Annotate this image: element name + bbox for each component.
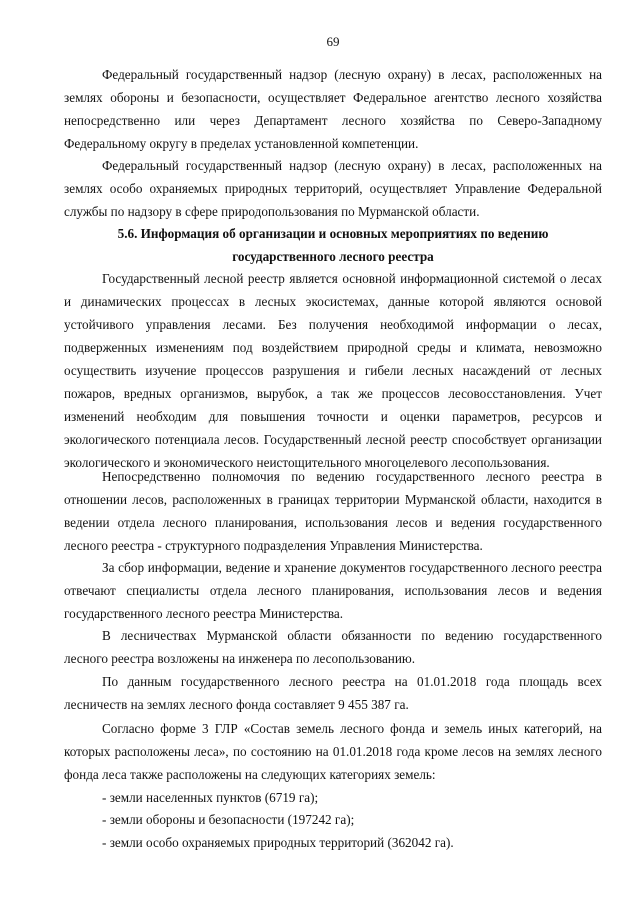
- list-item: - земли населенных пунктов (6719 га);: [102, 790, 319, 805]
- paragraph-register-specialists: За сбор информации, ведение и хранение документов государственного лесного реестра отвечают специалисты отдела лесного планирования, использования лесов и ведения государственного лесного реестра Министерства.: [64, 560, 602, 621]
- section-heading-line-1: 5.6. Информация об организации и основных мероприятиях по ведению: [117, 226, 549, 241]
- paragraph-forestry-engineer: В лесничествах Мурманской области обязанности по ведению государственного лесного реестра возложены на инженера по лесопользованию.: [64, 628, 602, 666]
- section-heading: [64, 222, 602, 268]
- paragraph-forest-area: По данным государственного лесного реестра на 01.01.2018 года площадь всех лесничеств на землях лесного фонда составляет 9 455 387 га.: [64, 674, 602, 712]
- list-item: - земли особо охраняемых природных территорий (362042 га).: [102, 835, 454, 850]
- section-heading-line-2: государственного лесного реестра: [232, 249, 434, 264]
- list-item: - земли обороны и безопасности (197242 га);: [102, 812, 355, 827]
- page-number: 69: [326, 34, 340, 49]
- paragraph-federal-supervision-protected: Федеральный государственный надзор (лесную охрану) в лесах, расположенных на землях особо охраняемых природных территорий, осуществляет Управление Федеральной службы по надзору в сфере природопользования по Мурманской области.: [64, 158, 602, 219]
- paragraph-register-authority: Непосредственно полномочия по ведению государственного лесного реестра в отношении лесов, расположенных в границах территории Мурманской области, находится в ведении отдела лесного планирования, использования лесов и ведения государственного лесного реестра - структурного подразделения Управления Министерства.: [64, 469, 602, 553]
- paragraph-forest-register-overview: Государственный лесной реестр является основной информационной системой о лесах и динамических процессах в лесных экосистемах, данные которой являются основой устойчивого управления лесами. Без получения необходимой информации о лесах, подверженных изменениям под воздействием природной среды и климата, невозможно осуществить изучение процессов разрушения и гибели лесных насаждений от лесных пожаров, вредных организмов, вырубок, а так же процессов лесовосстановления. Учет изменений необходим для повышения точности и оценки параметров, ресурсов и экологического потенциала лесов. Государственный лесной реестр способствует организации экологического и экономического неистощительного многоцелевого лесопользования.: [64, 271, 602, 470]
- paragraph-federal-supervision-defense: Федеральный государственный надзор (лесную охрану) в лесах, расположенных на землях обороны и безопасности, осуществляет Федеральное агентство лесного хозяйства непосредственно или через Департамент лесного хозяйства по Северо-Западному Федеральному округу в пределах установленной компетенции.: [64, 67, 602, 151]
- paragraph-land-categories: Согласно форме 3 ГЛР «Состав земель лесного фонда и земель иных категорий, на которых расположены леса», по состоянию на 01.01.2018 года кроме лесов на землях лесного фонда леса также расположены на следующих категориях земель:: [64, 721, 602, 782]
